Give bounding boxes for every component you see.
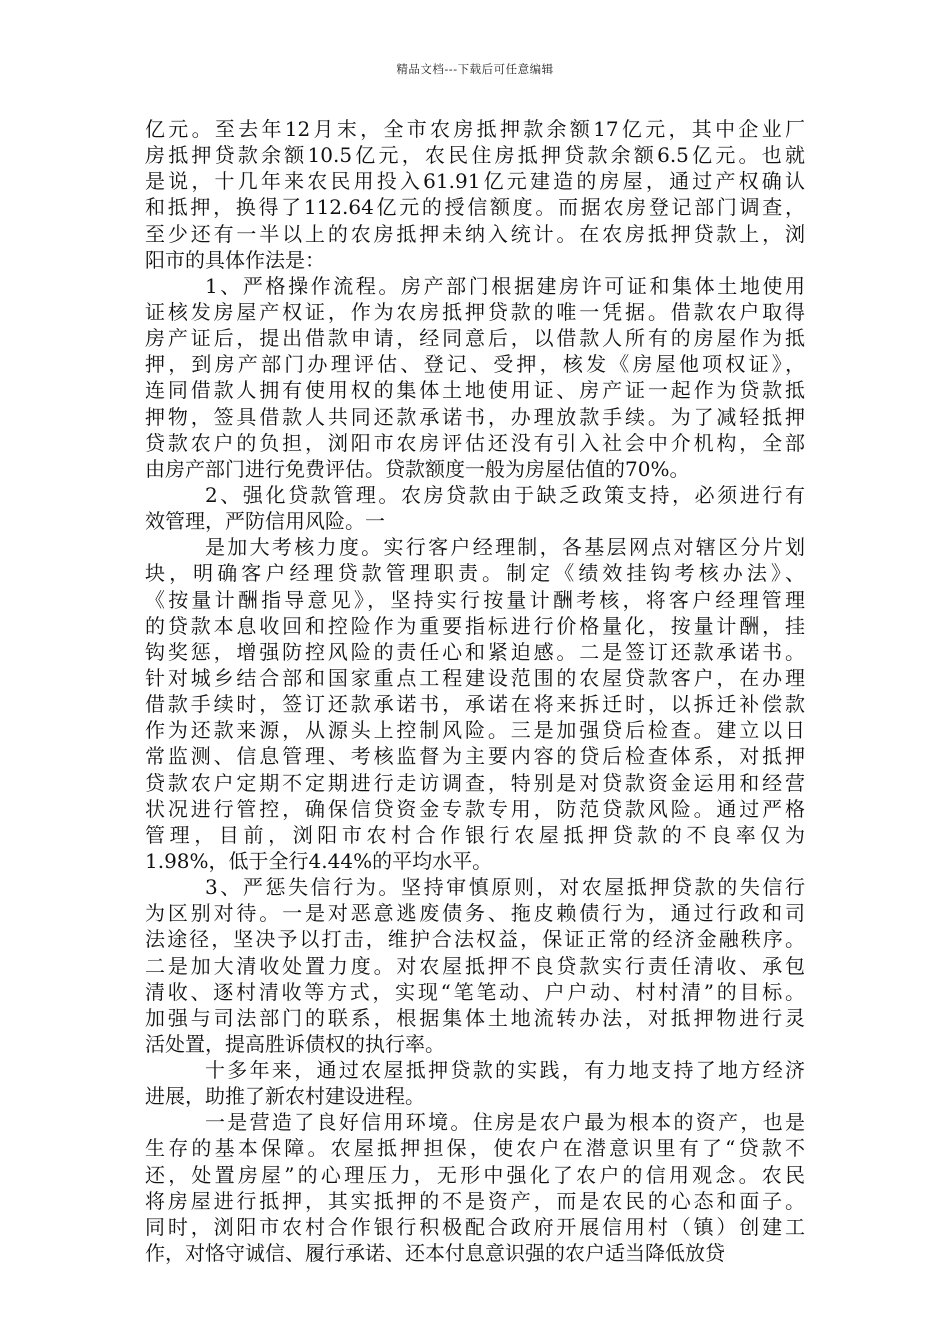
text-line: 法途径，坚决予以打击，维护合法权益，保证正常的经济金融秩序。 — [145, 927, 805, 952]
document-body — [145, 116, 805, 1266]
text-line: 管理，目前，浏阳市农村合作银行农屋抵押贷款的不良率仅为 — [145, 822, 805, 847]
text-line: 贷款农户定期不定期进行走访调查，特别是对贷款资金运用和经营 — [145, 770, 805, 795]
text-line: 《按量计酬指导意见》，坚持实行按量计酬考核，将客户经理管理 — [145, 587, 805, 612]
paragraph — [145, 1109, 805, 1266]
text-line: 押物，签具借款人共同还款承诺书，办理放款手续。为了减轻抵押 — [145, 404, 805, 429]
text-line: 十多年来，通过农屋抵押贷款的实践，有力地支持了地方经济 — [205, 1058, 805, 1083]
text-line: 房抵押贷款余额10.5亿元，农民住房抵押贷款余额6.5亿元。也就 — [145, 143, 805, 168]
text-line: 作，对恪守诚信、履行承诺、还本付息意识强的农户适当降低放贷 — [145, 1241, 725, 1266]
text-line: 由房产部门进行免费评估。贷款额度一般为房屋估值的70%。 — [145, 456, 690, 481]
text-line: 效管理，严防信用风险。一 — [145, 509, 385, 534]
text-line: 至少还有一半以上的农房抵押未纳入统计。在农房抵押贷款上，浏 — [145, 221, 805, 246]
text-line: 作为还款来源，从源头上控制风险。三是加强贷后检查。建立以日 — [145, 718, 805, 743]
text-line: 生存的基本保障。农屋抵押担保，使农户在潜意识里有了“贷款不 — [145, 1136, 805, 1161]
text-line: 钩奖惩，增强防控风险的责任心和紧迫感。二是签订还款承诺书。 — [145, 639, 805, 664]
paragraph — [145, 273, 805, 482]
text-line: 针对城乡结合部和国家重点工程建设范围的农屋贷款客户，在办理 — [145, 665, 805, 690]
text-line: 一是营造了良好信用环境。住房是农户最为根本的资产，也是 — [205, 1110, 805, 1135]
text-line: 将房屋进行抵押，其实抵押的不是资产，而是农民的心态和面子。 — [145, 1188, 805, 1213]
text-line: 加强与司法部门的联系，根据集体土地流转办法，对抵押物进行灵 — [145, 1005, 805, 1030]
text-line: 二是加大清收处置力度。对农屋抵押不良贷款实行责任清收、承包 — [145, 953, 805, 978]
paragraph — [145, 482, 805, 534]
text-line: 房产证后，提出借款申请，经同意后，以借款人所有的房屋作为抵 — [145, 326, 805, 351]
text-line: 1.98%，低于全行4.44%的平均水平。 — [145, 848, 493, 873]
text-line: 1、严格操作流程。房产部门根据建房许可证和集体土地使用 — [205, 273, 805, 298]
paragraph — [145, 1057, 805, 1109]
page-header: 精品文档---下载后可任意编辑 — [396, 62, 554, 76]
text-line: 为区别对待。一是对恶意逃废债务、拖皮赖债行为，通过行政和司 — [145, 901, 805, 926]
text-line: 阳市的具体作法是： — [145, 247, 325, 272]
text-line: 进展，助推了新农村建设进程。 — [145, 1084, 425, 1109]
text-line: 是说，十几年来农民用投入61.91亿元建造的房屋，通过产权确认 — [145, 169, 805, 194]
text-line: 和抵押，换得了112.64亿元的授信额度。而据农房登记部门调查， — [145, 195, 805, 220]
text-line: 借款手续时，签订还款承诺书，承诺在将来拆迁时，以拆迁补偿款 — [145, 692, 805, 717]
text-line: 亿元。至去年12月末，全市农房抵押款余额17亿元，其中企业厂 — [145, 117, 805, 141]
text-line: 是加大考核力度。实行客户经理制，各基层网点对辖区分片划 — [205, 535, 805, 560]
text-line: 块，明确客户经理贷款管理职责。制定《绩效挂钩考核办法》、 — [145, 561, 805, 586]
text-line: 状况进行管控，确保信贷资金专款专用，防范贷款风险。通过严格 — [145, 796, 805, 821]
text-line: 贷款农户的负担，浏阳市农房评估还没有引入社会中介机构，全部 — [145, 430, 805, 455]
text-line: 3、严惩失信行为。坚持审慎原则，对农屋抵押贷款的失信行 — [205, 875, 805, 900]
text-line: 的贷款本息收回和控险作为重要指标进行价格量化，按量计酬，挂 — [145, 613, 805, 638]
text-line: 2、强化贷款管理。农房贷款由于缺乏政策支持，必须进行有 — [205, 482, 805, 507]
text-line: 活处置，提高胜诉债权的执行率。 — [145, 1031, 445, 1056]
text-line: 连同借款人拥有使用权的集体土地使用证、房产证一起作为贷款抵 — [145, 378, 805, 403]
paragraph — [145, 116, 805, 273]
text-line: 清收、逐村清收等方式，实现“笔笔动、户户动、村村清”的目标。 — [145, 979, 805, 1004]
paragraph — [145, 874, 805, 1057]
text-line: 同时，浏阳市农村合作银行积极配合政府开展信用村（镇）创建工 — [145, 1214, 805, 1239]
paragraph — [145, 534, 805, 874]
text-line: 押，到房产部门办理评估、登记、受押，核发《房屋他项权证》， — [145, 352, 805, 377]
text-line: 常监测、信息管理、考核监督为主要内容的贷后检查体系，对抵押 — [145, 744, 805, 769]
text-line: 还，处置房屋”的心理压力，无形中强化了农户的信用观念。农民 — [145, 1162, 805, 1187]
text-line: 证核发房屋产权证，作为农房抵押贷款的唯一凭据。借款农户取得 — [145, 299, 805, 324]
